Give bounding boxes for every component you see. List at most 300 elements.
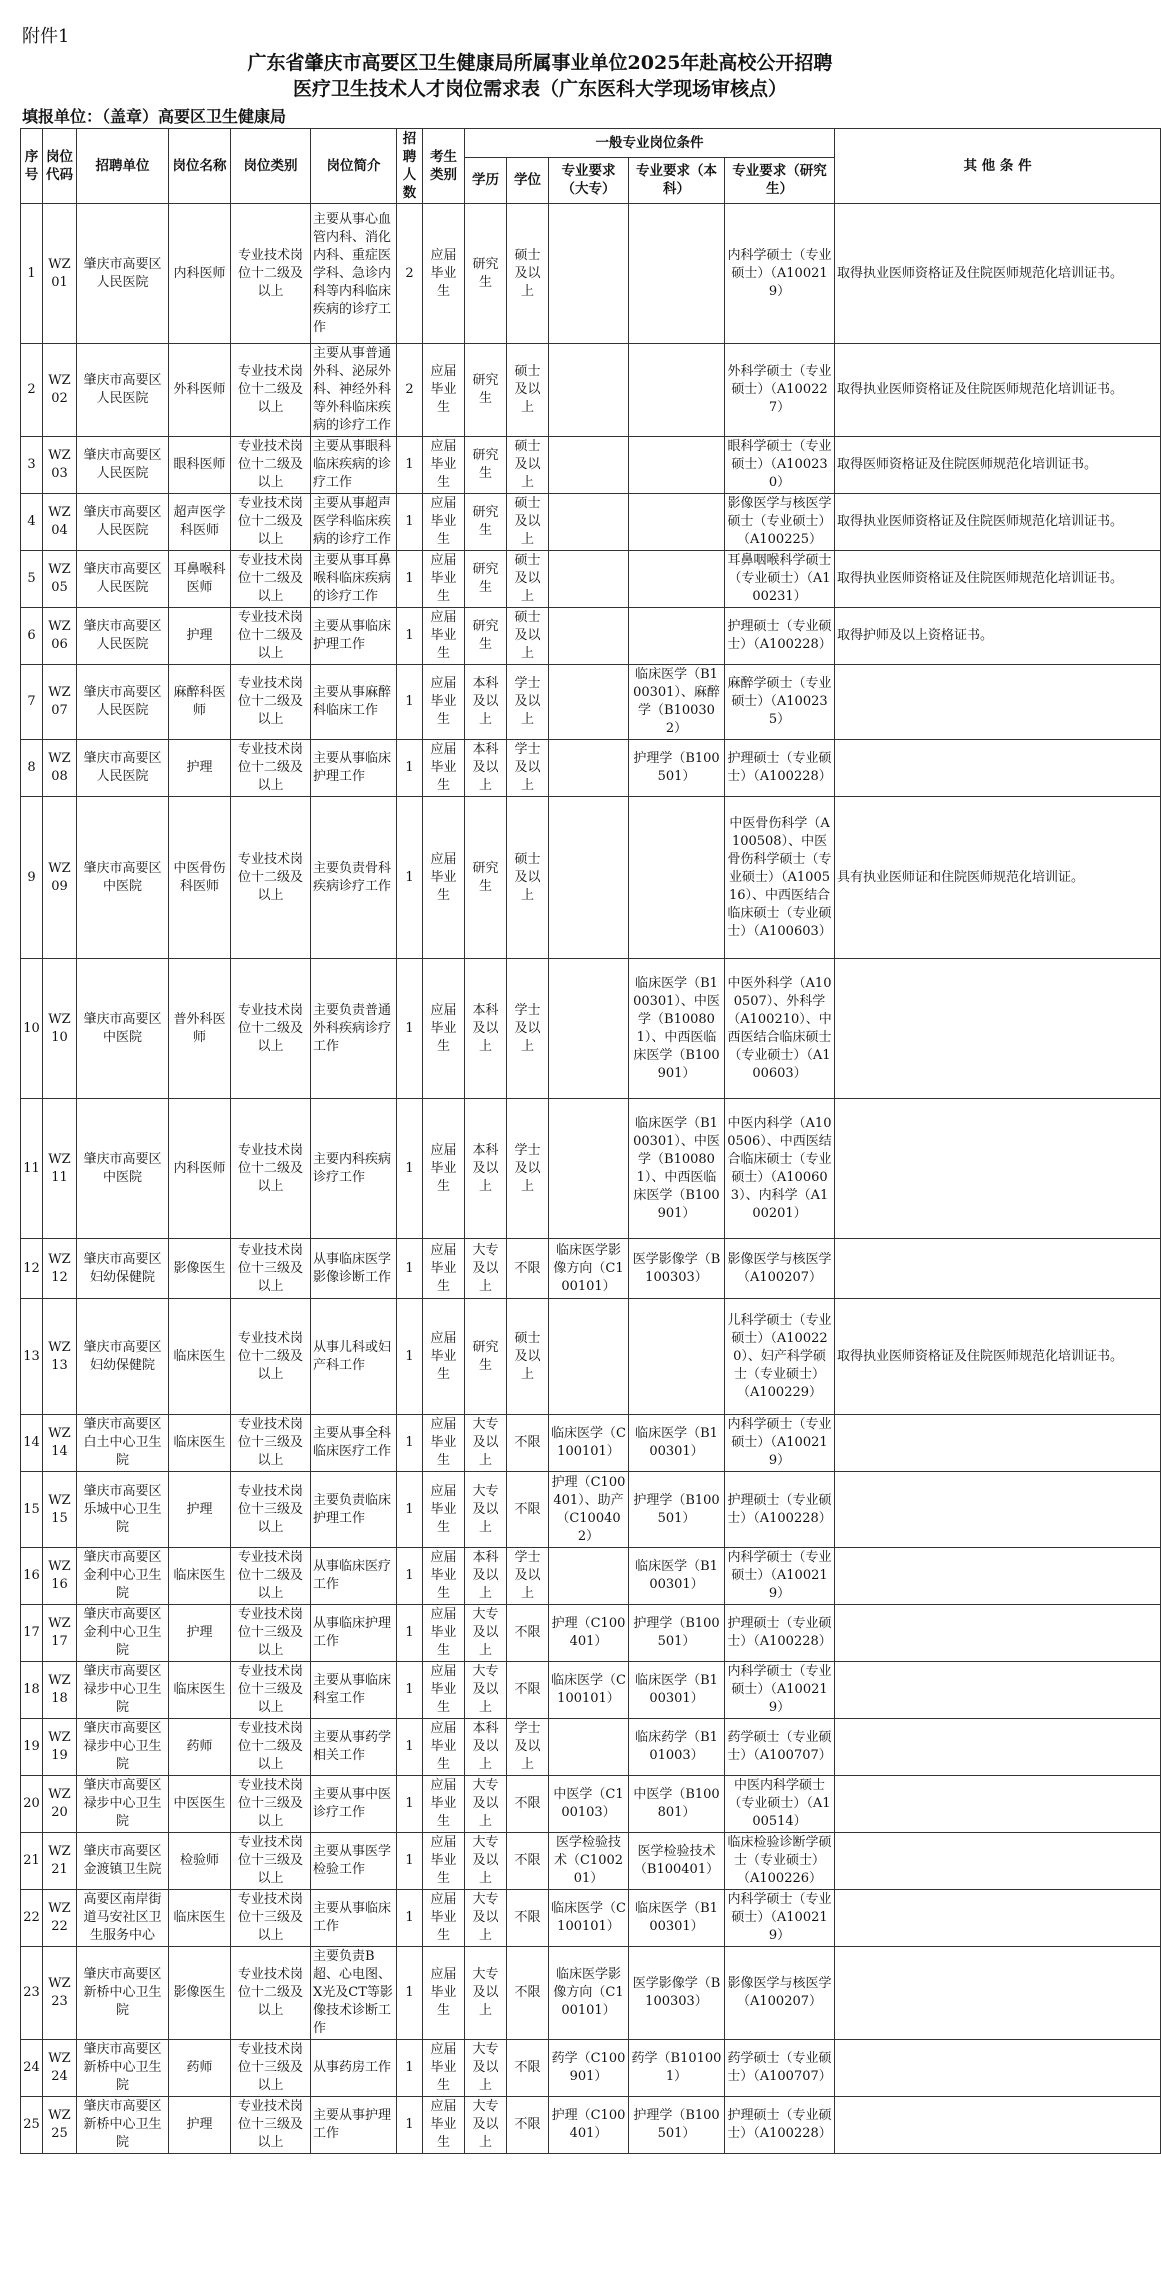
cell-edu: 大专及以上	[465, 1776, 507, 1833]
cell-major-bachelor: 临床医学（B100301）、中医学（B100801）、中西医临床医学（B100901）	[629, 959, 725, 1099]
cell-post-type: 专业技术岗位十二级及以上	[231, 959, 311, 1099]
header-code: 岗位代码	[43, 129, 77, 204]
cell-other	[835, 1890, 1161, 1947]
cell-major-college	[549, 437, 629, 494]
cell-major-master: 影像医学与核医学硕士（专业硕士）（A100225）	[725, 494, 835, 551]
cell-unit: 肇庆市高要区中医院	[77, 959, 169, 1099]
cell-source: 应届毕业生	[423, 797, 465, 959]
cell-seq: 7	[21, 665, 43, 740]
cell-degree: 不限	[507, 2097, 549, 2154]
cell-degree: 不限	[507, 1833, 549, 1890]
cell-count: 1	[397, 437, 423, 494]
cell-count: 1	[397, 1776, 423, 1833]
cell-other	[835, 1662, 1161, 1719]
cell-other	[835, 1472, 1161, 1548]
cell-post-type: 专业技术岗位十二级及以上	[231, 797, 311, 959]
cell-code: WZ01	[43, 204, 77, 344]
cell-post-type: 专业技术岗位十二级及以上	[231, 665, 311, 740]
table-row	[21, 1719, 1161, 1776]
table-row	[21, 494, 1161, 551]
cell-intro: 主要从事超声医学科临床疾病的诊疗工作	[311, 494, 397, 551]
cell-other: 取得护师及以上资格证书。	[835, 608, 1161, 665]
cell-post-type: 专业技术岗位十二级及以上	[231, 1548, 311, 1605]
cell-unit: 肇庆市高要区人民医院	[77, 204, 169, 344]
cell-seq: 1	[21, 204, 43, 344]
cell-intro: 主要从事药学相关工作	[311, 1719, 397, 1776]
cell-source: 应届毕业生	[423, 1299, 465, 1415]
cell-unit: 肇庆市高要区金利中心卫生院	[77, 1548, 169, 1605]
cell-major-bachelor	[629, 344, 725, 437]
cell-major-college: 临床医学（C100101）	[549, 1662, 629, 1719]
cell-edu: 研究生	[465, 344, 507, 437]
cell-edu: 本科及以上	[465, 1719, 507, 1776]
cell-source: 应届毕业生	[423, 665, 465, 740]
cell-major-bachelor: 药学（B101001）	[629, 2040, 725, 2097]
cell-code: WZ06	[43, 608, 77, 665]
cell-code: WZ21	[43, 1833, 77, 1890]
cell-code: WZ25	[43, 2097, 77, 2154]
cell-degree: 不限	[507, 1776, 549, 1833]
cell-post-type: 专业技术岗位十三级及以上	[231, 1605, 311, 1662]
cell-major-master: 影像医学与核医学（A100207）	[725, 1239, 835, 1299]
cell-post-type: 专业技术岗位十二级及以上	[231, 344, 311, 437]
cell-post-name: 中医骨伤科医师	[169, 797, 231, 959]
cell-intro: 主要内科疾病诊疗工作	[311, 1099, 397, 1239]
cell-major-master: 药学硕士（专业硕士）（A100707）	[725, 1719, 835, 1776]
header-row-top	[21, 129, 1161, 158]
cell-post-name: 护理	[169, 1472, 231, 1548]
table-row	[21, 797, 1161, 959]
table-row	[21, 437, 1161, 494]
cell-unit: 肇庆市高要区金利中心卫生院	[77, 1605, 169, 1662]
cell-post-type: 专业技术岗位十三级及以上	[231, 1776, 311, 1833]
cell-count: 1	[397, 551, 423, 608]
cell-source: 应届毕业生	[423, 204, 465, 344]
cell-major-master: 影像医学与核医学（A100207）	[725, 1947, 835, 2040]
cell-intro: 主要从事中医诊疗工作	[311, 1776, 397, 1833]
cell-other: 取得执业医师资格证及住院医师规范化培训证书。	[835, 494, 1161, 551]
cell-seq: 21	[21, 1833, 43, 1890]
cell-degree: 硕士及以上	[507, 344, 549, 437]
cell-post-name: 影像医生	[169, 1947, 231, 2040]
cell-major-college	[549, 204, 629, 344]
cell-major-master: 中医内科学（A100506）、中西医结合临床硕士（专业硕士）（A100603）、内科学（A100201）	[725, 1099, 835, 1239]
cell-major-bachelor: 医学影像学（B100303）	[629, 1947, 725, 2040]
cell-unit: 肇庆市高要区人民医院	[77, 551, 169, 608]
cell-source: 应届毕业生	[423, 437, 465, 494]
attachment-label: 附件1	[22, 26, 70, 47]
cell-degree: 不限	[507, 1662, 549, 1719]
cell-major-bachelor: 护理学（B100501）	[629, 1472, 725, 1548]
cell-code: WZ07	[43, 665, 77, 740]
cell-degree: 学士及以上	[507, 959, 549, 1099]
cell-unit: 肇庆市高要区新桥中心卫生院	[77, 2097, 169, 2154]
cell-major-college	[549, 1719, 629, 1776]
cell-unit: 肇庆市高要区新桥中心卫生院	[77, 2040, 169, 2097]
cell-major-master: 临床检验诊断学硕士（专业硕士）（A100226）	[725, 1833, 835, 1890]
header-major-college: 专业要求（大专）	[549, 157, 629, 203]
cell-other	[835, 740, 1161, 797]
header-count: 招聘人数	[397, 129, 423, 204]
header-post-type: 岗位类别	[231, 129, 311, 204]
table-row	[21, 551, 1161, 608]
cell-major-college: 临床医学（C100101）	[549, 1890, 629, 1947]
cell-post-type: 专业技术岗位十三级及以上	[231, 1890, 311, 1947]
cell-major-master: 护理硕士（专业硕士）（A100228）	[725, 1472, 835, 1548]
cell-post-name: 护理	[169, 608, 231, 665]
cell-source: 应届毕业生	[423, 344, 465, 437]
cell-edu: 研究生	[465, 608, 507, 665]
cell-intro: 主要负责普通外科疾病诊疗工作	[311, 959, 397, 1099]
cell-intro: 主要从事眼科临床疾病的诊疗工作	[311, 437, 397, 494]
cell-source: 应届毕业生	[423, 1548, 465, 1605]
cell-intro: 主要负责骨科疾病诊疗工作	[311, 797, 397, 959]
cell-other: 取得执业医师资格证及住院医师规范化培训证书。	[835, 204, 1161, 344]
cell-post-name: 临床医生	[169, 1548, 231, 1605]
cell-post-type: 专业技术岗位十二级及以上	[231, 1719, 311, 1776]
cell-source: 应届毕业生	[423, 1662, 465, 1719]
cell-count: 1	[397, 608, 423, 665]
cell-code: WZ24	[43, 2040, 77, 2097]
cell-source: 应届毕业生	[423, 1472, 465, 1548]
cell-post-type: 专业技术岗位十三级及以上	[231, 1415, 311, 1472]
cell-seq: 4	[21, 494, 43, 551]
table-row	[21, 204, 1161, 344]
table-row	[21, 1415, 1161, 1472]
table-row	[21, 608, 1161, 665]
cell-intro: 主要从事医学检验工作	[311, 1833, 397, 1890]
filler-unit: 填报单位：（盖章）高要区卫生健康局	[22, 107, 287, 126]
cell-degree: 硕士及以上	[507, 437, 549, 494]
cell-post-type: 专业技术岗位十二级及以上	[231, 608, 311, 665]
cell-seq: 11	[21, 1099, 43, 1239]
cell-unit: 肇庆市高要区禄步中心卫生院	[77, 1719, 169, 1776]
cell-count: 1	[397, 494, 423, 551]
cell-unit: 肇庆市高要区新桥中心卫生院	[77, 1947, 169, 2040]
cell-post-name: 内科医师	[169, 1099, 231, 1239]
cell-post-type: 专业技术岗位十二级及以上	[231, 437, 311, 494]
cell-code: WZ04	[43, 494, 77, 551]
cell-post-type: 专业技术岗位十二级及以上	[231, 1299, 311, 1415]
cell-major-bachelor: 临床医学（B100301）	[629, 1890, 725, 1947]
cell-major-college: 临床医学影像方向（C100101）	[549, 1947, 629, 2040]
cell-source: 应届毕业生	[423, 1947, 465, 2040]
cell-major-college: 护理（C100401）	[549, 2097, 629, 2154]
cell-seq: 13	[21, 1299, 43, 1415]
cell-intro: 主要从事临床护理工作	[311, 740, 397, 797]
cell-major-college	[549, 551, 629, 608]
cell-major-bachelor: 临床医学（B100301）	[629, 1415, 725, 1472]
cell-seq: 15	[21, 1472, 43, 1548]
cell-source: 应届毕业生	[423, 608, 465, 665]
cell-unit: 肇庆市高要区人民医院	[77, 494, 169, 551]
cell-unit: 肇庆市高要区禄步中心卫生院	[77, 1776, 169, 1833]
cell-edu: 本科及以上	[465, 740, 507, 797]
cell-unit: 肇庆市高要区人民医院	[77, 608, 169, 665]
cell-unit: 肇庆市高要区人民医院	[77, 665, 169, 740]
cell-code: WZ22	[43, 1890, 77, 1947]
cell-other	[835, 1548, 1161, 1605]
header-seq: 序号	[21, 129, 43, 204]
cell-code: WZ08	[43, 740, 77, 797]
cell-other	[835, 1415, 1161, 1472]
cell-other	[835, 2097, 1161, 2154]
header-degree: 学位	[507, 157, 549, 203]
header-post-name: 岗位名称	[169, 129, 231, 204]
cell-intro: 从事临床医疗工作	[311, 1548, 397, 1605]
table-row	[21, 344, 1161, 437]
cell-degree: 不限	[507, 2040, 549, 2097]
cell-edu: 大专及以上	[465, 1833, 507, 1890]
cell-major-master: 药学硕士（专业硕士）（A100707）	[725, 2040, 835, 2097]
cell-major-bachelor: 中医学（B100801）	[629, 1776, 725, 1833]
cell-source: 应届毕业生	[423, 959, 465, 1099]
cell-other	[835, 1719, 1161, 1776]
cell-post-name: 普外科医师	[169, 959, 231, 1099]
header-general: 一般专业岗位条件	[465, 129, 835, 158]
cell-post-type: 专业技术岗位十二级及以上	[231, 494, 311, 551]
cell-degree: 不限	[507, 1239, 549, 1299]
cell-major-bachelor: 临床药学（B101003）	[629, 1719, 725, 1776]
cell-seq: 6	[21, 608, 43, 665]
cell-other	[835, 1947, 1161, 2040]
cell-post-name: 内科医师	[169, 204, 231, 344]
cell-other	[835, 1239, 1161, 1299]
cell-post-name: 药师	[169, 1719, 231, 1776]
cell-intro: 主要从事耳鼻喉科临床疾病的诊疗工作	[311, 551, 397, 608]
cell-post-type: 专业技术岗位十二级及以上	[231, 204, 311, 344]
cell-edu: 研究生	[465, 1299, 507, 1415]
table-row	[21, 1299, 1161, 1415]
cell-edu: 研究生	[465, 551, 507, 608]
cell-major-master: 护理硕士（专业硕士）（A100228）	[725, 1605, 835, 1662]
table-row	[21, 665, 1161, 740]
table-row	[21, 1662, 1161, 1719]
cell-code: WZ19	[43, 1719, 77, 1776]
cell-seq: 16	[21, 1548, 43, 1605]
table-row	[21, 1472, 1161, 1548]
table-row	[21, 1833, 1161, 1890]
cell-post-type: 专业技术岗位十三级及以上	[231, 1833, 311, 1890]
cell-source: 应届毕业生	[423, 1239, 465, 1299]
cell-other	[835, 1776, 1161, 1833]
cell-post-name: 临床医生	[169, 1415, 231, 1472]
cell-post-name: 中医医生	[169, 1776, 231, 1833]
table-row	[21, 2097, 1161, 2154]
doc-title-line2: 医疗卫生技术人才岗位需求表（广东医科大学现场审核点）	[292, 78, 787, 100]
cell-other: 具有执业医师证和住院医师规范化培训证。	[835, 797, 1161, 959]
cell-major-bachelor	[629, 608, 725, 665]
cell-post-name: 药师	[169, 2040, 231, 2097]
cell-major-master: 内科学硕士（专业硕士）（A100219）	[725, 1415, 835, 1472]
cell-major-bachelor	[629, 551, 725, 608]
cell-post-type: 专业技术岗位十三级及以上	[231, 1662, 311, 1719]
cell-major-college	[549, 797, 629, 959]
cell-count: 1	[397, 1890, 423, 1947]
cell-edu: 大专及以上	[465, 1605, 507, 1662]
cell-edu: 研究生	[465, 437, 507, 494]
cell-source: 应届毕业生	[423, 2040, 465, 2097]
cell-edu: 研究生	[465, 204, 507, 344]
cell-post-name: 麻醉科医师	[169, 665, 231, 740]
cell-major-bachelor	[629, 204, 725, 344]
cell-count: 1	[397, 1548, 423, 1605]
cell-degree: 学士及以上	[507, 740, 549, 797]
cell-other: 取得医师资格证及住院医师规范化培训证书。	[835, 437, 1161, 494]
cell-major-bachelor: 护理学（B100501）	[629, 1605, 725, 1662]
cell-major-bachelor	[629, 437, 725, 494]
cell-major-master: 外科学硕士（专业硕士）（A100227）	[725, 344, 835, 437]
cell-code: WZ23	[43, 1947, 77, 2040]
cell-intro: 主要从事全科临床医疗工作	[311, 1415, 397, 1472]
doc-title-line1: 广东省肇庆市高要区卫生健康局所属事业单位2025年赴高校公开招聘	[247, 52, 833, 74]
cell-seq: 3	[21, 437, 43, 494]
cell-seq: 5	[21, 551, 43, 608]
cell-code: WZ13	[43, 1299, 77, 1415]
cell-count: 1	[397, 959, 423, 1099]
cell-edu: 本科及以上	[465, 959, 507, 1099]
recruitment-table	[20, 128, 1161, 2154]
cell-source: 应届毕业生	[423, 551, 465, 608]
cell-seq: 25	[21, 2097, 43, 2154]
cell-major-bachelor	[629, 797, 725, 959]
cell-post-type: 专业技术岗位十三级及以上	[231, 1239, 311, 1299]
cell-post-name: 影像医生	[169, 1239, 231, 1299]
header-major-bachelor: 专业要求（本科）	[629, 157, 725, 203]
cell-intro: 主要从事心血管内科、消化内科、重症医学科、急诊内科等内科临床疾病的诊疗工作	[311, 204, 397, 344]
header-intro: 岗位简介	[311, 129, 397, 204]
cell-unit: 肇庆市高要区中医院	[77, 1099, 169, 1239]
cell-major-college: 护理（C100401）、助产（C100402）	[549, 1472, 629, 1548]
header-edu: 学历	[465, 157, 507, 203]
cell-count: 1	[397, 1833, 423, 1890]
cell-edu: 大专及以上	[465, 1947, 507, 2040]
cell-major-college: 护理（C100401）	[549, 1605, 629, 1662]
cell-intro: 主要负责B超、心电图、X光及CT等影像技术诊断工作	[311, 1947, 397, 2040]
cell-edu: 大专及以上	[465, 1415, 507, 1472]
cell-major-master: 护理硕士（专业硕士）（A100228）	[725, 2097, 835, 2154]
cell-edu: 大专及以上	[465, 2097, 507, 2154]
cell-intro: 从事临床医学影像诊断工作	[311, 1239, 397, 1299]
cell-major-college	[549, 959, 629, 1099]
cell-major-master: 中医外科学（A100507）、外科学（A100210）、中西医结合临床硕士（专业硕士）（A100603）	[725, 959, 835, 1099]
cell-degree: 不限	[507, 1947, 549, 2040]
cell-major-master: 护理硕士（专业硕士）（A100228）	[725, 608, 835, 665]
cell-edu: 研究生	[465, 797, 507, 959]
cell-degree: 学士及以上	[507, 1548, 549, 1605]
cell-source: 应届毕业生	[423, 1890, 465, 1947]
table-row	[21, 2040, 1161, 2097]
cell-post-name: 超声医学科医师	[169, 494, 231, 551]
cell-code: WZ05	[43, 551, 77, 608]
cell-post-name: 护理	[169, 740, 231, 797]
cell-major-master: 中医内科学硕士（专业硕士）（A100514）	[725, 1776, 835, 1833]
cell-post-name: 临床医生	[169, 1890, 231, 1947]
cell-unit: 肇庆市高要区乐城中心卫生院	[77, 1472, 169, 1548]
cell-intro: 主要从事护理工作	[311, 2097, 397, 2154]
cell-code: WZ17	[43, 1605, 77, 1662]
cell-post-name: 临床医生	[169, 1662, 231, 1719]
cell-seq: 2	[21, 344, 43, 437]
cell-other	[835, 1099, 1161, 1239]
cell-code: WZ12	[43, 1239, 77, 1299]
cell-source: 应届毕业生	[423, 1415, 465, 1472]
cell-edu: 大专及以上	[465, 1662, 507, 1719]
cell-count: 1	[397, 740, 423, 797]
cell-source: 应届毕业生	[423, 1605, 465, 1662]
cell-major-bachelor: 医学影像学（B100303）	[629, 1239, 725, 1299]
cell-count: 1	[397, 1415, 423, 1472]
cell-degree: 硕士及以上	[507, 494, 549, 551]
cell-post-name: 护理	[169, 1605, 231, 1662]
cell-major-bachelor: 护理学（B100501）	[629, 2097, 725, 2154]
cell-other: 取得执业医师资格证及住院医师规范化培训证书。	[835, 344, 1161, 437]
cell-degree: 不限	[507, 1890, 549, 1947]
cell-intro: 主要从事普通外科、泌尿外科、神经外科等外科临床疾病的诊疗工作	[311, 344, 397, 437]
cell-code: WZ15	[43, 1472, 77, 1548]
cell-unit: 肇庆市高要区金渡镇卫生院	[77, 1833, 169, 1890]
cell-major-college	[549, 494, 629, 551]
cell-edu: 本科及以上	[465, 1548, 507, 1605]
cell-seq: 10	[21, 959, 43, 1099]
cell-unit: 肇庆市高要区人民医院	[77, 740, 169, 797]
cell-seq: 9	[21, 797, 43, 959]
cell-intro: 主要从事临床护理工作	[311, 608, 397, 665]
cell-seq: 12	[21, 1239, 43, 1299]
cell-major-bachelor: 医学检验技术（B100401）	[629, 1833, 725, 1890]
cell-other	[835, 959, 1161, 1099]
cell-major-college	[549, 665, 629, 740]
cell-major-master: 儿科学硕士（专业硕士）（A100220）、妇产科学硕士（专业硕士）（A100229）	[725, 1299, 835, 1415]
cell-major-master: 眼科学硕士（专业硕士）（A100230）	[725, 437, 835, 494]
cell-count: 1	[397, 665, 423, 740]
header-other: 其 他 条 件	[835, 129, 1161, 204]
cell-degree: 不限	[507, 1472, 549, 1548]
cell-other	[835, 665, 1161, 740]
cell-major-college: 药学（C100901）	[549, 2040, 629, 2097]
table-row	[21, 959, 1161, 1099]
cell-source: 应届毕业生	[423, 1719, 465, 1776]
cell-major-master: 内科学硕士（专业硕士）（A100219）	[725, 1662, 835, 1719]
cell-major-master: 中医骨伤科学（A100508）、中医骨伤科学硕士（专业硕士）（A100516）、中西医结合临床硕士（专业硕士）（A100603）	[725, 797, 835, 959]
table-row	[21, 1776, 1161, 1833]
header-unit: 招聘单位	[77, 129, 169, 204]
cell-post-name: 耳鼻喉科医师	[169, 551, 231, 608]
cell-major-college	[549, 1299, 629, 1415]
cell-other	[835, 2040, 1161, 2097]
cell-other: 取得执业医师资格证及住院医师规范化培训证书。	[835, 1299, 1161, 1415]
cell-source: 应届毕业生	[423, 1776, 465, 1833]
cell-seq: 18	[21, 1662, 43, 1719]
cell-edu: 大专及以上	[465, 2040, 507, 2097]
cell-code: WZ09	[43, 797, 77, 959]
table-row	[21, 1099, 1161, 1239]
cell-degree: 硕士及以上	[507, 204, 549, 344]
cell-unit: 肇庆市高要区白土中心卫生院	[77, 1415, 169, 1472]
cell-degree: 不限	[507, 1415, 549, 1472]
cell-other	[835, 1605, 1161, 1662]
cell-major-bachelor	[629, 1299, 725, 1415]
cell-count: 2	[397, 204, 423, 344]
cell-unit: 肇庆市高要区禄步中心卫生院	[77, 1662, 169, 1719]
cell-major-college	[549, 1548, 629, 1605]
cell-code: WZ20	[43, 1776, 77, 1833]
cell-major-college: 医学检验技术（C100201）	[549, 1833, 629, 1890]
cell-count: 1	[397, 1719, 423, 1776]
cell-seq: 20	[21, 1776, 43, 1833]
cell-source: 应届毕业生	[423, 1099, 465, 1239]
cell-seq: 14	[21, 1415, 43, 1472]
